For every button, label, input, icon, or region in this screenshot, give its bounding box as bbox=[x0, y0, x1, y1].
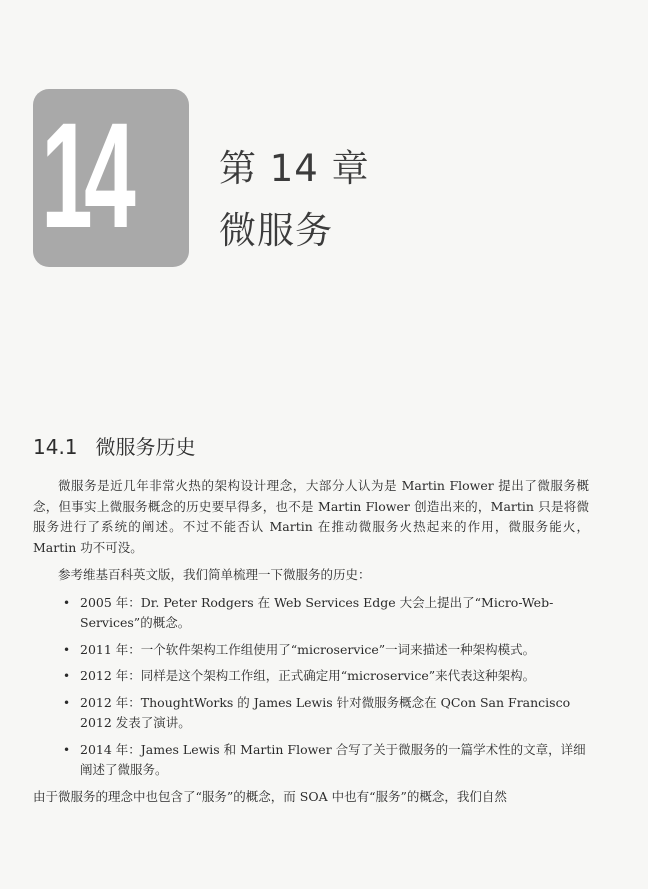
section-number: 14.1 bbox=[33, 435, 78, 459]
bullet-icon: • bbox=[63, 595, 71, 610]
list-item-text: 2005 年：Dr. Peter Rodgers 在 Web Services Edge 大会上提出了“Micro-Web-Services”的概念。 bbox=[80, 594, 554, 630]
list-item-text: 2014 年：James Lewis 和 Martin Flower 合写了关于微服务的一篇学术性的文章，详细阐述了微服务。 bbox=[80, 741, 586, 777]
list-item bbox=[63, 593, 589, 634]
paragraph: 参考维基百科英文版，我们简单梳理一下微服务的历史： bbox=[58, 567, 371, 582]
list-item bbox=[63, 666, 589, 687]
body-text bbox=[33, 476, 589, 814]
chapter-badge bbox=[33, 89, 189, 267]
bullet-icon: • bbox=[63, 742, 71, 757]
list-item-text: 2012 年：同样是这个架构工作组，正式确定用“microservice”来代表这种架构。 bbox=[80, 668, 536, 683]
section-title: 微服务历史 bbox=[95, 435, 196, 459]
paragraph: 微服务是近几年非常火热的架构设计理念，大部分人认为是 Martin Flower 提出了微服务概念，但事实上微服务概念的历史要早得多，也不是 Martin Flower 创造出来的，Martin 只是将微服务进行了系统的阐述。不过不能否认 Martin 在推动微服务火热起来的作用，微服务能火，Martin 功不可没。 bbox=[33, 478, 589, 555]
closing-paragraph: 由于微服务的理念中也包含了“服务”的概念，而 SOA 中也有“服务”的概念，我们自然 bbox=[33, 788, 507, 804]
list-item bbox=[63, 693, 589, 734]
chapter-badge-number: 14 bbox=[41, 91, 128, 259]
bullet-icon: • bbox=[63, 695, 71, 710]
history-list bbox=[33, 593, 589, 781]
bullet-icon: • bbox=[63, 642, 71, 657]
section-heading bbox=[33, 432, 196, 462]
list-item bbox=[63, 740, 589, 781]
chapter-title: 微服务 bbox=[219, 209, 333, 252]
chapter-number-label: 第 14 章 bbox=[219, 147, 370, 190]
bullet-icon: • bbox=[63, 669, 71, 683]
list-item-text: 2011 年：一个软件架构工作组使用了“microservice”一词来描述一种架构模式。 bbox=[80, 641, 536, 657]
list-item-text: 2012 年：ThoughtWorks 的 James Lewis 针对微服务概念在 QCon San Francisco 2012 发表了演讲。 bbox=[80, 694, 571, 730]
list-item bbox=[63, 640, 589, 661]
